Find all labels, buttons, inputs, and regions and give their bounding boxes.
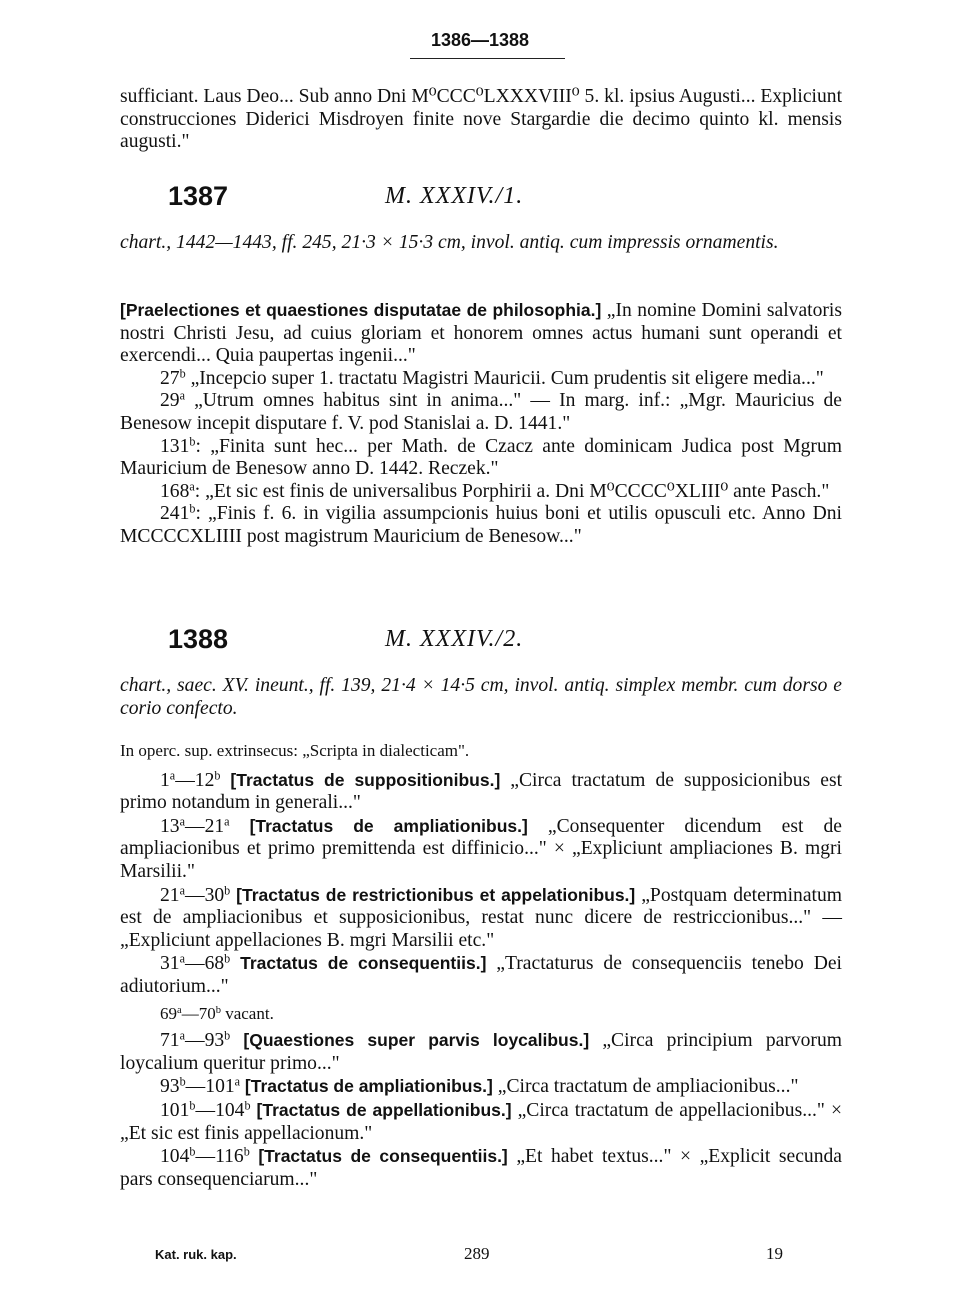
incipit: „Circa tractatum de appellacionibus..." × „Et sic est finis appellacionum." [120,1099,842,1144]
shelf-signature: M. XXXIV./1. [385,183,524,209]
content-paragraph [120,433,842,481]
content-text: „Utrum omnes habitus sint in anima..." — In marg. inf.: „Mgr. Mauricius de Benesow incepit disputare f. V. pod Stanislai a. D. 1441." [120,390,842,434]
physical-description: chart., saec. XV. ineunt., ff. 139, 21·4 × 14·5 cm, invol. antiq. simplex membr. cum dorso e corio confecto. [120,675,842,719]
folio-side: b [243,1144,250,1159]
entry-1387-heading [120,181,842,217]
folio-dash: — [184,884,205,906]
folio-ref: 29 [160,390,180,412]
folio-dash: — [175,769,195,791]
incipit: „Circa principium parvorum loycalium queritur primo..." [120,1030,842,1074]
content-item [120,1029,842,1075]
folio-side: a [179,388,185,403]
folio-end: 70 [198,1003,216,1023]
folio-side: b [189,501,196,516]
content-item [120,952,842,998]
folio-side: b [189,433,196,448]
entry-1388-contents [120,740,842,1191]
incipit: „Circa tractatum de supposicionibus est primo notandum in generali..." [120,769,843,814]
entry-1387-description [120,232,842,255]
content-item [120,884,842,953]
folio-ref: 131 [160,435,190,457]
folio-end: 104 [215,1099,245,1121]
incipit: „Postquam determinatum est de ampliacionibus et supposicionibus, restat nunc dicere de restriccionibus..." — „Expliciunt appellaciones B. mgri Marsilii etc." [120,884,843,951]
folio-side: a [179,882,185,897]
folio-side: a [234,1074,241,1089]
work-title: [Praelectiones et quaestiones disputatae de philosophia.] [120,300,602,320]
work-title: [Tractatus de ampliationibus.] [240,1076,493,1097]
entry-1387-contents [120,299,842,549]
folio-end: 21 [204,815,225,837]
folio-start: 1 [160,769,170,791]
content-item [120,769,842,815]
folio-side: a [169,767,176,782]
folio-dash: — [195,1146,216,1168]
page-number: 289 [464,1244,490,1263]
folio-dash: — [185,1076,206,1098]
folio-start: 13 [160,815,180,837]
folio-side: b [189,1098,196,1113]
folio-side: a [179,951,185,966]
running-head: 1386—1388 [430,30,530,50]
content-paragraph [120,503,842,548]
folio-start: 21 [160,884,180,906]
folio-side: a [179,814,185,829]
folio-side: a [224,814,230,829]
folio-dash: — [195,1099,216,1121]
folio-dash: — [184,815,205,837]
incipit: „In nomine Domini salvatoris nostri Christi Jesu, ad cuius gloriam et honorem omnes actus humani sunt operandi et exercendi... Quia paupertas ingenii..." [120,300,842,367]
content-item [120,815,842,884]
work-title: [Tractatus de consequentiis.] [249,1146,508,1167]
content-item [120,1099,842,1145]
folio-side: b [179,1074,186,1089]
folio-start: 71 [160,1030,180,1052]
folio-side: b [214,767,221,782]
shelf-signature: M. XXXIV./2. [385,626,524,652]
folio-end: 12 [194,769,215,791]
gathering-number: 19 [766,1244,783,1263]
folio-start: 93 [160,1076,180,1098]
folio-start: 69 [160,1003,177,1023]
folio-end: 101 [205,1076,235,1098]
folio-end: 93 [204,1030,225,1052]
folio-start: 101 [160,1099,190,1121]
folio-side: b [189,1144,196,1159]
content-paragraph [120,481,842,504]
folio-side: b [224,1028,231,1043]
folio-side: b [224,951,231,966]
continuation-paragraph: sufficiant. Laus Deo... Sub anno Dni M⁰CCC⁰LXXXVIII⁰ 5. kl. ipsius Augusti... Expliciunt construcciones Diderici Misdroyen finite nove Stargardie die decimo quinto kl. mensis augusti." [120,86,843,153]
work-title: Tractatus de consequentiis.] [230,953,487,974]
entry-number: 1387 [168,181,229,211]
folio-side: b [244,1098,251,1113]
folio-start: 31 [160,953,180,975]
work-title: [Tractatus de suppositionibus.] [220,769,501,790]
folio-end: 116 [215,1146,244,1168]
work-title: [Tractatus de restrictionibus et appelationibus.] [230,884,636,905]
content-text: : „Et sic est finis de universalibus Porphirii a. Dni M⁰CCCC⁰XLIII⁰ ante Pasch." [194,480,830,502]
work-title: [Quaestiones super parvis loycalibus.] [230,1030,590,1051]
incipit: „Consequenter dicendum est de ampliacionibus et primo premittenda est diffinicio..." × „Expliciunt ampliaciones B. mgri Marsilii." [120,815,842,882]
content-item [120,1075,842,1099]
entry-number: 1388 [168,624,229,654]
content-item [120,1003,842,1026]
folio-start: 104 [160,1146,190,1168]
content-paragraph [120,299,842,368]
folio-side: b [215,1004,221,1016]
folio-end: 30 [204,884,225,906]
content-paragraph [120,368,842,391]
content-text: : „Finita sunt hec... per Math. de Czacz ante dominicam Judica post Mgrum Mauricium de Benesow anno D. 1442. Reczek." [120,435,842,480]
entry-1388-heading [120,624,842,660]
folio-end: 68 [204,953,225,975]
folio-ref: 168 [160,480,190,502]
folio-dash: — [181,1003,199,1023]
incipit: „Circa tractatum de ampliacionibus..." [492,1076,799,1098]
folio-side: b [224,882,231,897]
folio-side: a [177,1004,182,1016]
folio-side: b [179,366,186,381]
work-title: [Tractatus de appellationibus.] [250,1099,512,1120]
continuation-text [120,86,842,154]
folio-side: a [179,1028,185,1043]
incipit: „Tractaturus de consequenciis tenebo Dei adiutorium..." [120,953,843,997]
cover-note: In operc. sup. extrinsecus: „Scripta in dialecticam". [120,741,470,760]
work-title: [Tractatus de ampliationibus.] [229,815,528,836]
folio-ref: 27 [160,367,180,389]
catalogue-signature: Kat. ruk. kap. [155,1247,237,1262]
running-head-rule [410,58,565,59]
folio-dash: — [184,953,205,975]
content-paragraph [120,390,842,435]
physical-description: chart., 1442—1443, ff. 245, 21·3 × 15·3 cm, invol. antiq. cum impressis ornamentis. [120,232,779,253]
content-item [120,1145,842,1191]
incipit: „Et habet textus..." × „Explicit secunda pars consequenciarum..." [120,1146,842,1190]
content-text: „Incepcio super 1. tractatu Magistri Mauricii. Cum prudentis sit eligere media..." [185,367,824,389]
folio-dash: — [184,1030,205,1052]
content-text: : „Finis f. 6. in vigilia assumpcionis huius boni et utilis opusculi etc. Anno Dni MCCCCXLIIII post magistrum Mauricium de Benesow..." [120,503,842,547]
folio-ref: 241 [160,503,190,525]
folio-side: a [189,479,195,494]
entry-1388-description [120,675,842,720]
incipit: vacant. [220,1003,274,1023]
